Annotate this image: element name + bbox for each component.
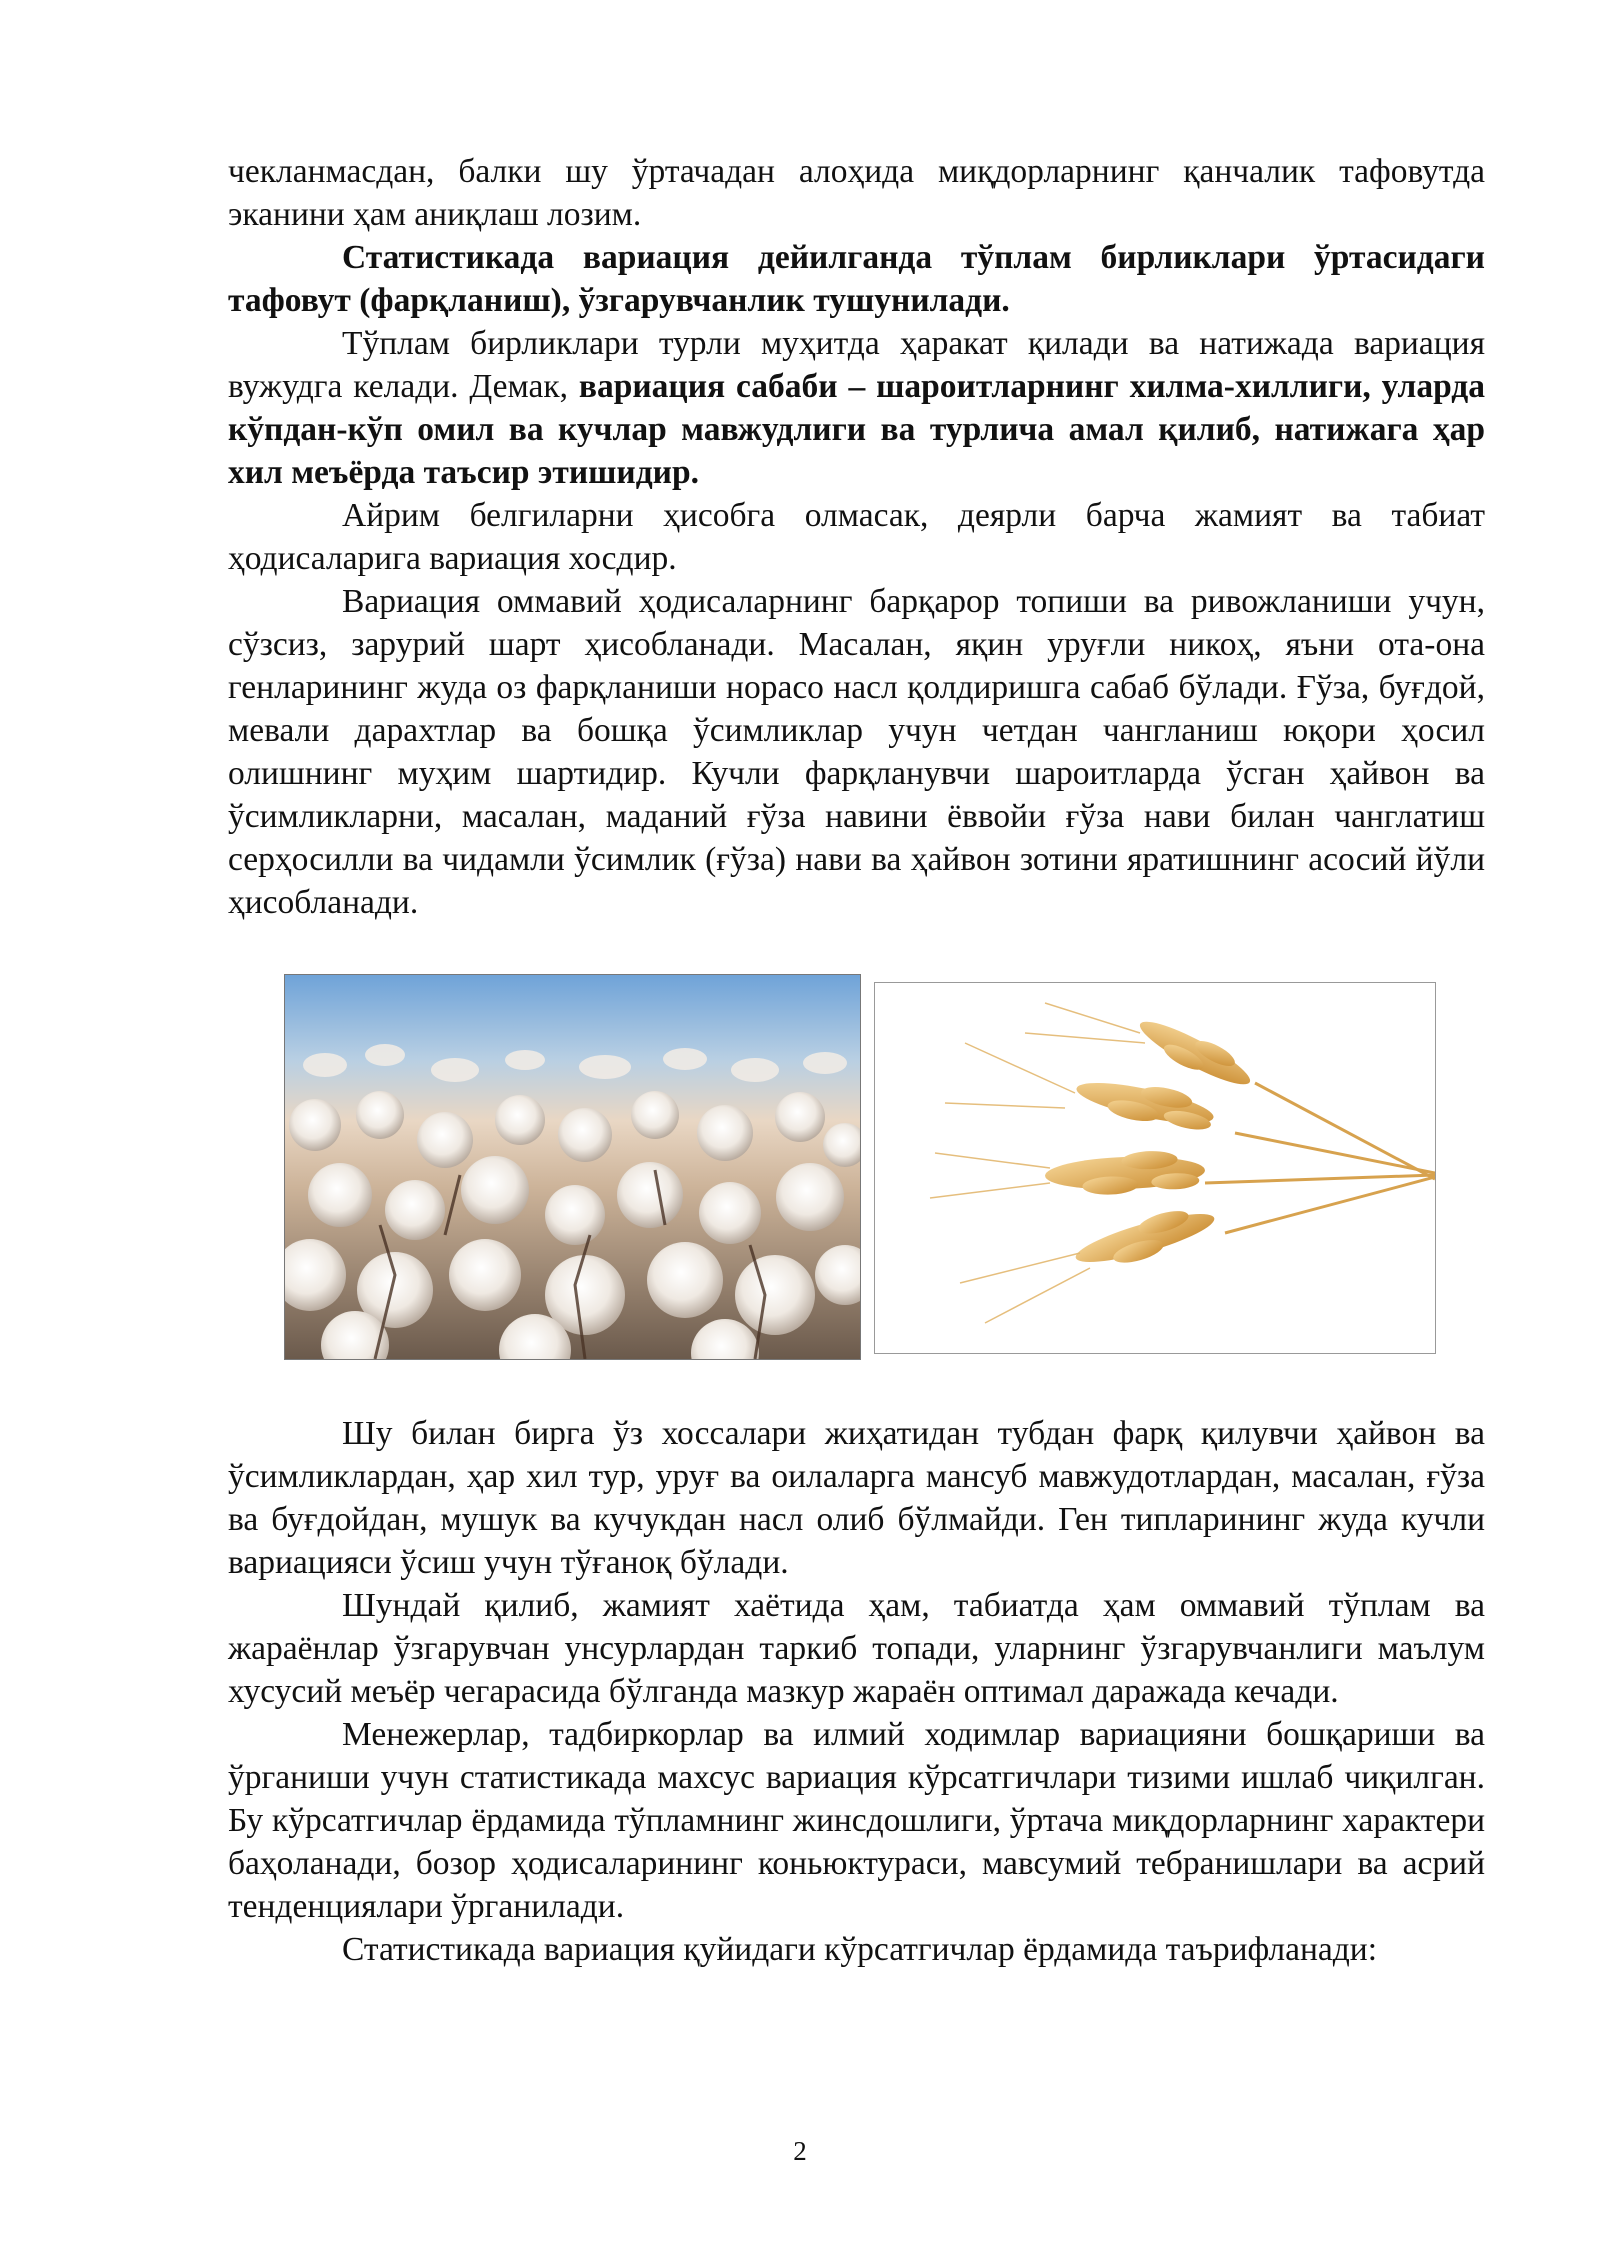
definition-bold-text: Статистикада вариация дейилганда тўплам бирликлари ўртасидаги тафовут (фарқланиш), ўзгарувчанлик тушунилади. — [228, 239, 1485, 319]
paragraph-1: чекланмасдан, балки шу ўртачадан алоҳида миқдорларнинг қанчалик тафовутда эканини ҳам аниқлаш лозим. — [228, 153, 1485, 233]
text-block-top — [228, 150, 1485, 924]
figures-row — [284, 974, 1440, 1360]
paragraph-4: Айрим белгиларни ҳисобга олмасак, деярли барча жамият ва табиат ҳодисаларига вариация хосдир. — [228, 497, 1485, 577]
paragraph-3 — [228, 322, 1485, 494]
wheat-ears-image — [874, 982, 1436, 1354]
paragraph-9: Статистикада вариация қуйидаги кўрсатгичлар ёрдамида таърифланади: — [342, 1931, 1378, 1968]
paragraph-6: Шу билан бирга ўз хоссалари жиҳатидан тубдан фарқ қилувчи ҳайвон ва ўсимликлардан, ҳар хил тур, уруғ ва оилаларга мансуб мавжудотлардан, масалан, ғўза ва буғдойдан, мушук ва кучукдан насл олиб бўлмайди. Ген типларининг жуда кучли вариацияси ўсиш учун тўғаноқ бўлади. — [228, 1415, 1485, 1581]
page-number: 2 — [793, 2136, 807, 2166]
paragraph-3-normal-text: Тўплам бирликлари турли муҳитда ҳаракат қилади ва натижада вариация вужудга келади. Демак, — [228, 325, 1485, 405]
paragraph-7: Шундай қилиб, жамият хаётида ҳам, табиатда ҳам оммавий тўплам ва жараёнлар ўзгарувчан унсурлардан таркиб топади, уларнинг ўзгарувчанлиги маълум хусусий меъёр чегарасида бўлганда мазкур жараён оптимал даражада кечади. — [228, 1587, 1485, 1710]
paragraph-8: Менежерлар, тадбиркорлар ва илмий ходимлар вариацияни бошқариши ва ўрганиши учун статистикада махсус вариация кўрсатгичлари тизими ишлаб чиқилган. Бу кўрсатгичлар ёрдамида тўпламнинг жинсдошлиги, ўртача миқдорларнинг характери баҳоланади, бозор ҳодисаларининг коньюктураси, мавсумий тебранишлари ва асрий тенденциялари ўрганилади. — [228, 1716, 1485, 1925]
paragraph-2-definition — [228, 236, 1485, 322]
paragraph-5: Вариация оммавий ҳодисаларнинг барқарор топиши ва ривожланиши учун, сўзсиз, зарурий шарт ҳисобланади. Масалан, яқин уруғли никоҳ, яъни ота-она генларининг жуда оз фарқланиши норасо насл қолдиришга сабаб бўлади. Ғўза, буғдой, мевали дарахтлар ва бошқа ўсимликлар учун четдан чангланиш юқори ҳосил олишнинг муҳим шартидир. Кучли фарқланувчи шароитларда ўсган ҳайвон ва ўсимликларни, масалан, маданий ғўза навини ёввойи ғўза нави билан чанглатиш серҳосилли ва чидамли ўсимлик (ғўза) нави ва ҳайвон зотини яратишнинг асосий йўли ҳисобланади. — [228, 583, 1485, 921]
text-block-bottom — [228, 1412, 1485, 1971]
cotton-field-image — [284, 974, 861, 1360]
paragraph-3-bold-text: вариация сабаби – шароитларнинг хилма-хиллиги, уларда кўпдан-кўп омил ва кучлар мавжудлиги ва турлича амал қилиб, натижага ҳар хил меъёрда таъсир этишидир. — [228, 368, 1485, 491]
